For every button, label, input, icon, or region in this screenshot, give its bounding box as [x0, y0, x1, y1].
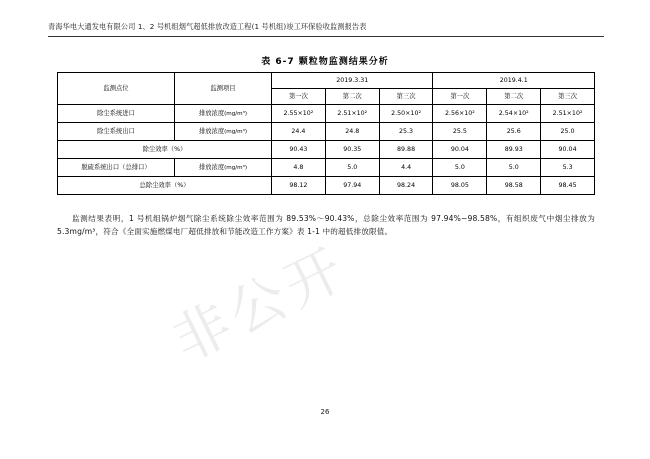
cell-value: 5.0	[325, 159, 379, 177]
row-item-text: 排放浓度	[198, 127, 225, 135]
col-header-date-1: 2019.3.31	[272, 73, 433, 89]
analysis-paragraph: 监测结果表明，1 号机组锅炉烟气除尘系统除尘效率范围为 89.53%～90.43%，总除尘效率范围为 97.94%~98.58%，有组织废气中烟尘排放为 5.3mg/m³，符合《全面实施燃煤电厂超低排放和节能改造工作方案》表 1-1 中的超低排放限值。	[57, 214, 595, 237]
table-header-row-1	[58, 73, 595, 89]
cell-value: 98.12	[272, 177, 326, 195]
row-item-unit: (mg/m³)	[224, 110, 248, 117]
table-title: 表 6-7 颗粒物监测结果分析	[261, 57, 389, 67]
header-divider	[48, 36, 604, 37]
col-header-run-2: 第二次	[325, 89, 379, 105]
cell-value: 5.0	[433, 159, 487, 177]
col-header-run-3: 第三次	[379, 89, 433, 105]
table-row	[58, 105, 595, 123]
table-row	[58, 159, 595, 177]
cell-value: 90.35	[325, 141, 379, 159]
col-header-item: 监测项目	[175, 73, 272, 105]
cell-value: 25.3	[379, 123, 433, 141]
cell-value: 25.0	[541, 123, 595, 141]
cell-value: 98.45	[541, 177, 595, 195]
cell-value: 2.51×10²	[541, 105, 595, 123]
row-item-unit: (mg/m³)	[224, 128, 248, 135]
table-row	[58, 141, 595, 159]
col-header-run-4: 第一次	[433, 89, 487, 105]
col-header-run-6: 第三次	[541, 89, 595, 105]
cell-value: 5.0	[487, 159, 541, 177]
cell-value: 5.3	[541, 159, 595, 177]
col-header-point: 监测点位	[58, 73, 175, 105]
row-item-inlet	[175, 105, 272, 123]
cell-value: 98.24	[379, 177, 433, 195]
cell-value: 25.6	[487, 123, 541, 141]
row-item-desulf	[175, 159, 272, 177]
row-item-unit: (mg/m³)	[224, 164, 248, 171]
row-label-dust-efficiency: 除尘效率（%）	[58, 141, 272, 159]
col-header-run-1: 第一次	[272, 89, 326, 105]
cell-value: 89.93	[487, 141, 541, 159]
cell-value: 24.4	[272, 123, 326, 141]
cell-value: 89.88	[379, 141, 433, 159]
cell-value: 2.54×10²	[487, 105, 541, 123]
cell-value: 24.8	[325, 123, 379, 141]
watermark: 非公开	[163, 234, 359, 375]
table-row	[58, 123, 595, 141]
cell-value: 2.56×10²	[433, 105, 487, 123]
row-label-outlet: 除尘系统出口	[58, 123, 175, 141]
row-label-inlet: 除尘系统进口	[58, 105, 175, 123]
page-number: 26	[320, 408, 330, 416]
cell-value: 2.55×10²	[272, 105, 326, 123]
cell-value: 90.04	[541, 141, 595, 159]
col-header-run-5: 第二次	[487, 89, 541, 105]
page-header: 青海华电大通发电有限公司 1、2 号机组烟气超低排放改造工程(1 号机组)竣工环保验收监测报告表	[48, 22, 367, 31]
cell-value: 90.04	[433, 141, 487, 159]
row-item-text: 排放浓度	[198, 109, 225, 117]
row-label-total-efficiency: 总除尘效率（%）	[58, 177, 272, 195]
table-row	[58, 177, 595, 195]
cell-value: 25.5	[433, 123, 487, 141]
cell-value: 98.58	[487, 177, 541, 195]
cell-value: 90.43	[272, 141, 326, 159]
cell-value: 97.94	[325, 177, 379, 195]
cell-value: 98.05	[433, 177, 487, 195]
cell-value: 2.50×10²	[379, 105, 433, 123]
analysis-text	[57, 212, 595, 239]
row-item-outlet	[175, 123, 272, 141]
cell-value: 4.8	[272, 159, 326, 177]
cell-value: 2.51×10²	[325, 105, 379, 123]
particulate-results-table	[57, 72, 595, 195]
cell-value: 4.4	[379, 159, 433, 177]
col-header-date-2: 2019.4.1	[433, 73, 595, 89]
row-item-text: 排放浓度	[198, 163, 225, 171]
row-label-desulf-outlet: 脱硫系统出口（总排口）	[58, 159, 175, 177]
